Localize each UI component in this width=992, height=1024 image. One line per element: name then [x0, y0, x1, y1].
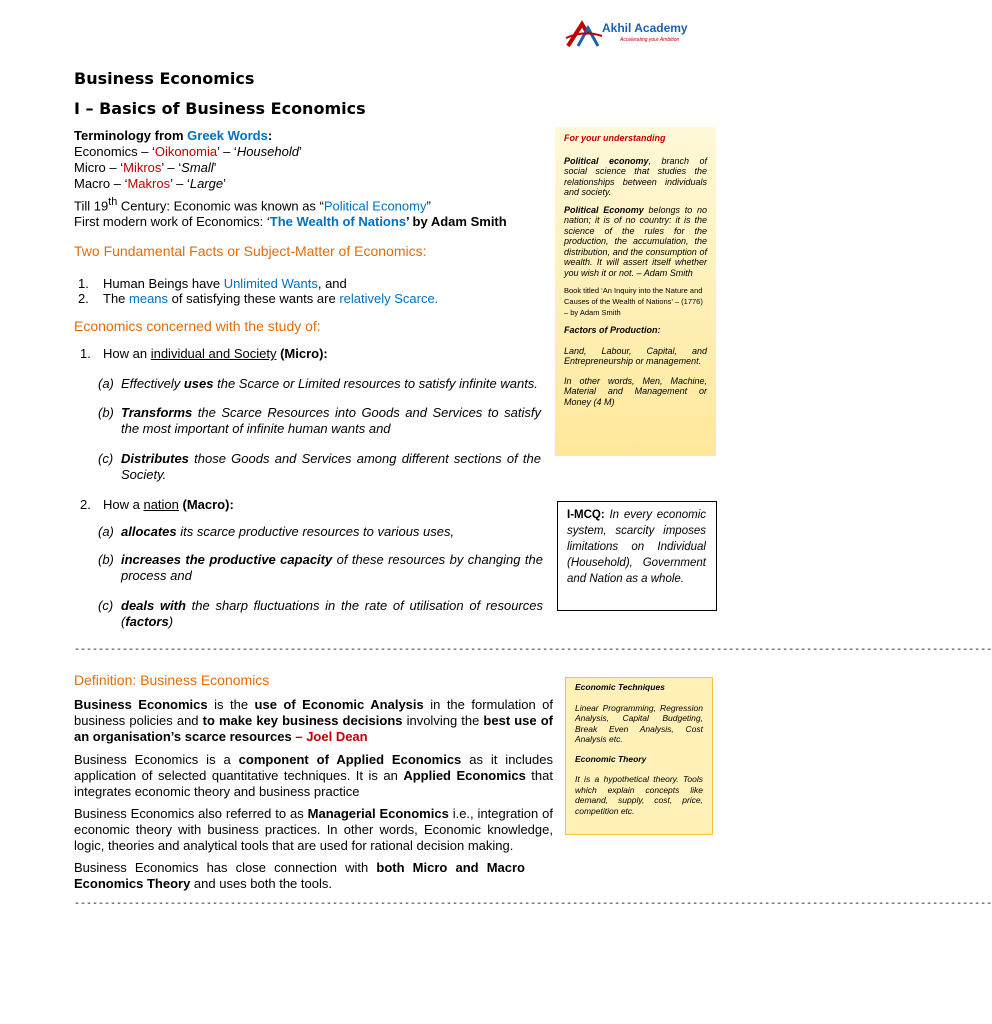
- theory-text: It is a hypothetical theory. Tools which explain concepts like demand, supply, cost, price, competition etc.: [575, 774, 703, 816]
- macro-item-a: (a) allocates its scarce productive resources to various uses,: [98, 524, 455, 539]
- sidebar-political-economy: Political economy, branch of social science that studies the relationships between individuals and society.: [564, 155, 707, 197]
- logo-brand: Akhil Academy: [602, 21, 688, 35]
- divider-bottom: ---------------------------------------------------------------------------------------------------------------------------------------------------------: [74, 899, 992, 910]
- techniques-list: Linear Programming, Regression Analysis, Capital Budgeting, Break Even Analysis, Cost Analysis etc.: [575, 702, 703, 744]
- terminology-block: [74, 128, 544, 230]
- imcq-box: [557, 501, 717, 611]
- definition-para-3: Business Economics also referred to as Managerial Economics i.e., integration of economic theory with business practices. In other words, Economic knowledge, logic, theories and analytical tools that are used for rational decision making.: [74, 806, 554, 853]
- sidebar-adam-smith-quote: Political Economy belongs to no nation; it is of no country: it is the science of the rules for the production, the accumulation, the distribution, and the consumption of wealth. It will assert itself whether you wish it or not. – Adam Smith: [564, 204, 707, 278]
- definition-para-2: Business Economics is a component of Applied Economics as it includes application of selected quantitative techniques. It is an Applied Economics that integrates economic theory and business practice: [74, 752, 553, 799]
- first-work-line: First modern work of Economics: ‘The Wealth of Nations’ by Adam Smith: [74, 214, 507, 230]
- definition-heading: Definition: Business Economics: [74, 672, 270, 688]
- micro-heading: 1. How an individual and Society (Micro):: [80, 346, 328, 361]
- macro-item-b: (b) increases the productive capacity of these resources by changing the process and: [98, 552, 543, 583]
- logo-mark-icon: [564, 20, 604, 50]
- sidebar-title: For your understanding: [564, 133, 666, 143]
- imcq-text: In every economic system, scarcity imposes limitations on Individual (Household), Government and Nation as a whole.: [567, 509, 706, 585]
- techniques-sidebar: [565, 677, 713, 835]
- macro-heading: 2. How a nation (Macro):: [80, 497, 234, 512]
- imcq-label: I-MCQ:: [567, 509, 605, 521]
- macro-item-c: (c) deals with the sharp fluctuations in the rate of utilisation of resources (factors): [98, 598, 543, 629]
- sidebar-book-title: Book titled ‘An Inquiry into the Nature and Causes of the Wealth of Nations’ – (1776) – by Adam Smith: [564, 286, 703, 317]
- micro-item-a: (a) Effectively uses the Scarce or Limited resources to satisfy infinite wants.: [98, 376, 538, 391]
- term-row-micro: Micro – ‘Mikros’ – ‘Small’: [74, 160, 217, 175]
- sidebar-4m: In other words, Men, Machine, Material and Management or Money (4 M): [564, 375, 707, 407]
- sidebar-factors-heading: Factors of Production:: [564, 325, 661, 335]
- theory-title: Economic Theory: [575, 753, 647, 764]
- study-heading: Economics concerned with the study of:: [74, 318, 321, 334]
- fact-item-2: 2. The means of satisfying these wants are relatively Scarce.: [78, 291, 439, 306]
- definition-para-4: Business Economics has close connection with both Micro and Macro Economics Theory and uses both the tools.: [74, 860, 525, 891]
- sidebar-factors: Land, Labour, Capital, and Entrepreneurship or management.: [564, 345, 707, 366]
- chapter-title: I – Basics of Business Economics: [74, 99, 366, 118]
- facts-heading: Two Fundamental Facts or Subject-Matter of Economics:: [74, 243, 427, 259]
- page-title: Business Economics: [74, 69, 255, 88]
- micro-item-b: (b) Transforms the Scarce Resources into Goods and Services to satisfy the most important of infinite human wants and: [98, 405, 541, 436]
- logo: [562, 16, 712, 52]
- divider-top: ---------------------------------------------------------------------------------------------------------------------------------------------------------: [74, 645, 992, 656]
- logo-tagline: Accelerating your Ambition: [620, 37, 680, 43]
- fact-item-1: 1. Human Beings have Unlimited Wants, and: [78, 276, 347, 291]
- understanding-sidebar: [555, 127, 716, 456]
- techniques-title: Economic Techniques: [575, 682, 665, 692]
- term-row-macro: Macro – ‘Makros’ – ‘Large’: [74, 176, 226, 191]
- definition-para-1: Business Economics is the use of Economic Analysis in the formulation of business policies and to make key business decisions involving the best use of an organisation’s scarce resources – Joel Dean: [74, 697, 553, 744]
- micro-item-c: (c) Distributes those Goods and Services among different sections of the Society.: [98, 451, 541, 482]
- till-line: Till 19th Century: Economic was known as “Political Economy”: [74, 196, 431, 214]
- terminology-heading: Terminology from Greek Words:: [74, 128, 273, 143]
- term-row-economics: Economics – ‘Oikonomia’ – ‘Household’: [74, 144, 302, 159]
